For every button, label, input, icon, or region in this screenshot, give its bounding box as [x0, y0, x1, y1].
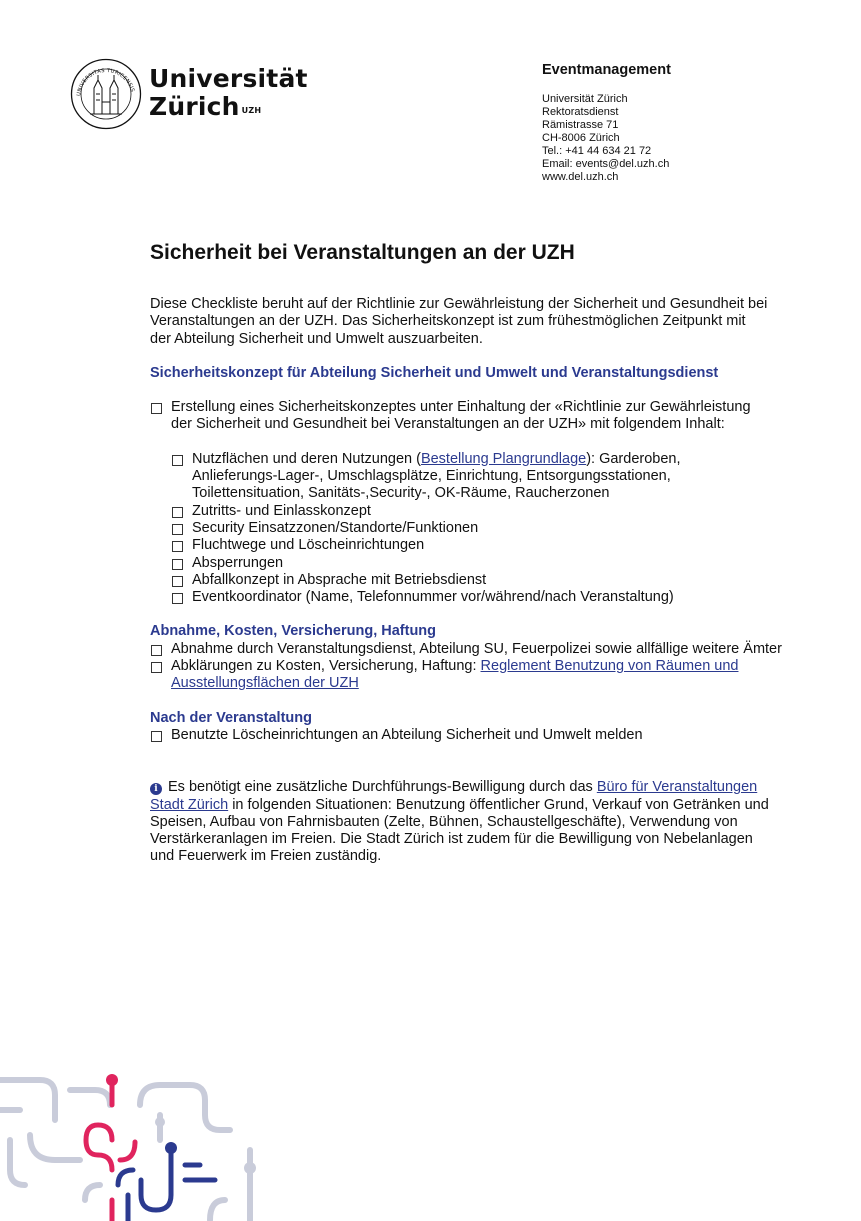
checklist-item [171, 555, 810, 572]
checklist-item [171, 589, 810, 606]
checklist-item-text: Erstellung eines Sicherheitskonzeptes unter Einhaltung der «Richtlinie zur Gewährleistung der Sicherheit und Gesundheit bei Veranstaltungen an der UZH» mit folgendem Inhalt: [171, 399, 751, 433]
logo-university: Universität [149, 64, 308, 93]
section-heading-sicherheitskonzept: Sicherheitskonzept für Abteilung Sicherheit und Umwelt und Veranstaltungsdienst [150, 364, 719, 381]
decor-blue-dot [165, 1142, 177, 1154]
section-heading-nach-veranstaltung: Nach der Veranstaltung [150, 709, 312, 726]
decor-blue-lines [118, 1152, 215, 1221]
checkbox[interactable] [151, 403, 162, 414]
sub-checklist [171, 451, 810, 607]
logo-zurich-word: Zürich [149, 92, 240, 121]
decor-gray-lines [0, 1080, 250, 1221]
checklist-item-text: Abfallkonzept in Absprache mit Betriebsdienst [192, 571, 487, 588]
checklist-item [171, 520, 810, 537]
contact-line: Rektoratsdienst [542, 106, 619, 118]
checkbox[interactable] [172, 524, 183, 535]
note-prefix: Es benötigt eine zusätzliche Durchführungs-Bewilligung durch das [168, 779, 597, 796]
checkbox[interactable] [151, 662, 162, 673]
contact-heading: Eventmanagement [542, 62, 671, 78]
checkbox[interactable] [151, 731, 162, 742]
contact-website: www.del.uzh.ch [542, 171, 619, 183]
info-note [150, 779, 780, 865]
checklist-item-text: Absperrungen [192, 554, 284, 571]
contact-line: Rämistrasse 71 [542, 119, 619, 131]
link-bestellung-plangrundlage[interactable]: Bestellung Plangrundlage [420, 450, 587, 467]
checklist-item [150, 399, 760, 434]
text-prefix: Abklärungen zu Kosten, Versicherung, Haftung: [171, 658, 481, 675]
checkbox[interactable] [151, 645, 162, 656]
link-buero-veranstaltungen[interactable]: Büro für Veranstaltungen Stadt Zürich [150, 779, 758, 813]
page-title: Sicherheit bei Veranstaltungen an der UZH [150, 241, 575, 264]
checklist-item [150, 658, 760, 693]
intro-paragraph: Diese Checkliste beruht auf der Richtlinie zur Gewährleistung der Sicherheit und Gesundheit bei Veranstaltungen an der UZH. Das Sicherheitskonzept ist zum frühestmöglichen Zeitpunkt mit der Abteilung Sicherheit und Umwelt auszuarbeiten. [150, 296, 768, 347]
checkbox[interactable] [172, 507, 183, 518]
link-reglement-benutzung[interactable]: Reglement Benutzung von Räumen und Ausstellungsflächen der UZH [171, 658, 739, 692]
info-icon: i [150, 783, 162, 795]
document-body [150, 240, 810, 866]
decor-red-dot [106, 1074, 118, 1086]
checklist-item-text: Security Einsatzzonen/Standorte/Funktionen [192, 519, 479, 536]
checklist-item-text: Eventkoordinator (Name, Telefonnummer vor/während/nach Veranstaltung) [192, 589, 674, 606]
logo-zurich [149, 92, 261, 122]
checklist-item-text: Abnahme durch Veranstaltungsdienst, Abteilung SU, Feuerpolizei sowie allfällige weitere Ämter [171, 640, 782, 657]
contact-email: Email: events@del.uzh.ch [542, 158, 670, 170]
svg-text:UNIVERSITAS TURICENSIS [76, 68, 135, 97]
checkbox[interactable] [172, 593, 183, 604]
note-suffix: in folgenden Situationen: Benutzung öffentlicher Grund, Verkauf von Getränken und Speisen, Aufbau von Fahrnisbauten (Zelte, Bühnen, Schaustellgeschäfte), Verwendung von Verstärkeranlagen im Freien. Die Stadt Zürich ist zudem für die Bewilligung von Nebelanlagen und Feuerwerk im Freien zuständig. [150, 796, 769, 865]
checkbox[interactable] [172, 576, 183, 587]
checklist-item-text [192, 451, 711, 503]
section-heading-abnahme: Abnahme, Kosten, Versicherung, Haftung [150, 623, 437, 640]
logo-uzh-superscript: UZH [241, 106, 262, 115]
text-prefix: Nutzflächen und deren Nutzungen ( [192, 450, 421, 467]
decor-gray-dot [244, 1162, 256, 1174]
contact-line: Universität Zürich [542, 93, 628, 105]
contact-phone: Tel.: +41 44 634 21 72 [542, 145, 652, 157]
checklist-item-text [171, 658, 760, 693]
text-suffix: ): Garderoben, Anlieferungs-Lager-, Umschlagsplätze, Einrichtung, Entsorgungsstationen, Toilettensituation, Sanitäts-,Security-, OK-Räume, Raucherzonen [192, 450, 681, 502]
checklist-item [171, 572, 810, 589]
checklist-item-text: Zutritts- und Einlasskonzept [192, 502, 371, 519]
checklist-item [171, 503, 810, 520]
seal-text: UNIVERSITAS TURICENSIS [76, 67, 136, 97]
checklist-item [150, 727, 810, 744]
checkbox[interactable] [172, 559, 183, 570]
checklist-item [171, 451, 711, 503]
contact-block [542, 62, 842, 184]
checklist-item [171, 537, 810, 554]
checklist-item-text: Benutzte Löscheinrichtungen an Abteilung Sicherheit und Umwelt melden [171, 726, 643, 743]
decor-gray-dot [155, 1117, 165, 1127]
checklist-item-text: Fluchtwege und Löscheinrichtungen [192, 537, 425, 554]
decorative-pattern [0, 1060, 300, 1221]
uzh-seal-logo [70, 58, 142, 130]
contact-line: CH-8006 Zürich [542, 132, 620, 144]
checkbox[interactable] [172, 541, 183, 552]
checkbox[interactable] [172, 455, 183, 466]
checklist-item [150, 641, 810, 658]
